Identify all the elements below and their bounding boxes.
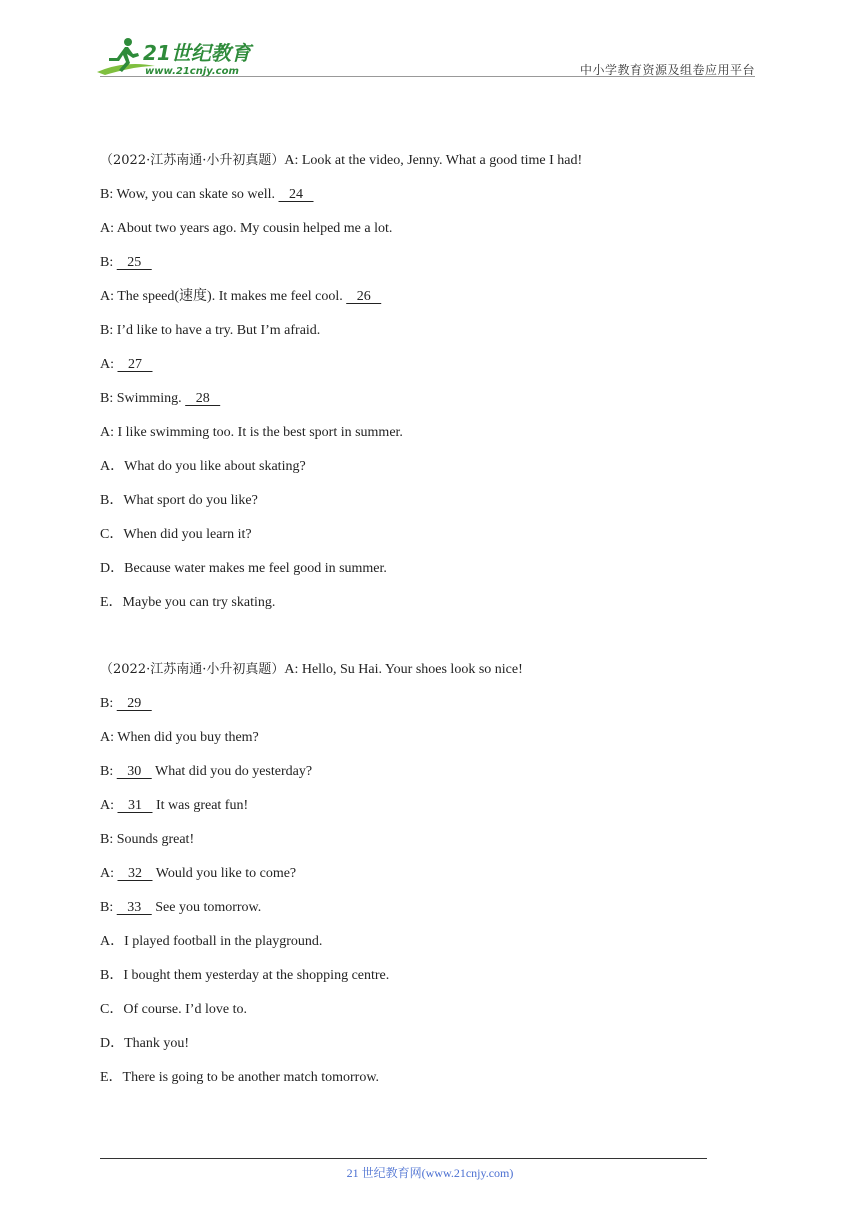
dialogue-line [100,897,760,931]
line-text: A．I played football in the playground. [100,934,323,949]
line-text: B: [100,696,117,711]
footer-link[interactable]: 21 世纪教育网(www.21cnjy.com) [346,1166,514,1180]
line-text: Would you like to come? [152,866,297,881]
answer-blank: 26 [346,289,382,304]
platform-title: 中小学教育资源及组卷应用平台 [579,63,755,77]
dialogue-line [100,592,760,626]
line-text: B．I bought them yesterday at the shopping centre. [100,968,390,983]
question-source: （2022·江苏南通·小升初真题） [100,153,285,168]
dialogue-line [100,490,760,524]
line-text: C．Of course. I’d love to. [100,1002,247,1017]
dialogue-line [100,422,760,456]
answer-blank: 29 [116,696,152,711]
question-group-1 [100,150,760,626]
line-text: E．Maybe you can try skating. [100,595,276,610]
dialogue-line [100,150,760,184]
line-text: A: Hello, Su Hai. Your shoes look so nice! [284,662,523,677]
dialogue-line [100,693,760,727]
answer-blank: 30 [116,764,152,779]
answer-blank: 27 [117,357,153,372]
line-text: D．Thank you! [100,1036,190,1051]
line-text: C．When did you learn it? [100,527,252,542]
answer-blank: 25 [116,255,152,270]
dialogue-line [100,727,760,761]
line-text: B．What sport do you like? [100,493,258,508]
line-text: A: [100,798,118,813]
answer-blank: 31 [117,798,153,813]
footer-divider [100,1158,707,1159]
logo-text: 21世纪教育 [143,41,251,65]
line-text: B: [100,764,117,779]
dialogue-line [100,999,760,1033]
dialogue-line [100,456,760,490]
line-text: See you tomorrow. [151,900,262,915]
dialogue-line [100,863,760,897]
question-source: （2022·江苏南通·小升初真题） [100,662,285,677]
line-text: B: [100,255,117,270]
line-text: B: Sounds great! [100,832,195,847]
line-text: B: Swimming. [100,391,186,406]
answer-blank: 32 [117,866,153,881]
dialogue-line [100,795,760,829]
dialogue-line [100,659,760,693]
line-text: E．There is going to be another match tomorrow. [100,1070,380,1085]
line-text: A: [100,866,118,881]
line-text: A: The speed(速度). It makes me feel cool. [100,289,347,304]
line-text: A: About two years ago. My cousin helped me a lot. [100,221,393,236]
line-text: A: I like swimming too. It is the best sport in summer. [100,425,403,440]
line-text: A: When did you buy them? [100,730,259,745]
line-text: It was great fun! [152,798,249,813]
line-text: A: [100,357,118,372]
site-logo[interactable] [95,36,260,78]
line-text: A．What do you like about skating? [100,459,306,474]
question-group-2 [100,659,760,1101]
dialogue-line [100,354,760,388]
dialogue-line [100,320,760,354]
dialogue-line [100,388,760,422]
dialogue-line [100,252,760,286]
line-text: D．Because water makes me feel good in summer. [100,561,387,576]
dialogue-line [100,829,760,863]
line-text: B: I’d like to have a try. But I’m afraid. [100,323,321,338]
dialogue-line [100,761,760,795]
line-text: B: Wow, you can skate so well. [100,187,279,202]
dialogue-line [100,218,760,252]
page-header [0,0,860,82]
document-body [100,150,760,1101]
header-divider [100,76,755,77]
dialogue-line [100,931,760,965]
dialogue-line [100,184,760,218]
dialogue-line [100,558,760,592]
answer-blank: 33 [116,900,152,915]
dialogue-line [100,1067,760,1101]
answer-blank: 24 [278,187,314,202]
line-text: A: Look at the video, Jenny. What a good time I had! [284,153,583,168]
dialogue-line [100,524,760,558]
dialogue-line [100,286,760,320]
logo-url: www.21cnjy.com [145,66,239,77]
line-text: B: [100,900,117,915]
dialogue-line [100,965,760,999]
line-text: What did you do yesterday? [151,764,313,779]
answer-blank: 28 [185,391,221,406]
runner-logo-icon [95,36,260,78]
dialogue-line [100,1033,760,1067]
